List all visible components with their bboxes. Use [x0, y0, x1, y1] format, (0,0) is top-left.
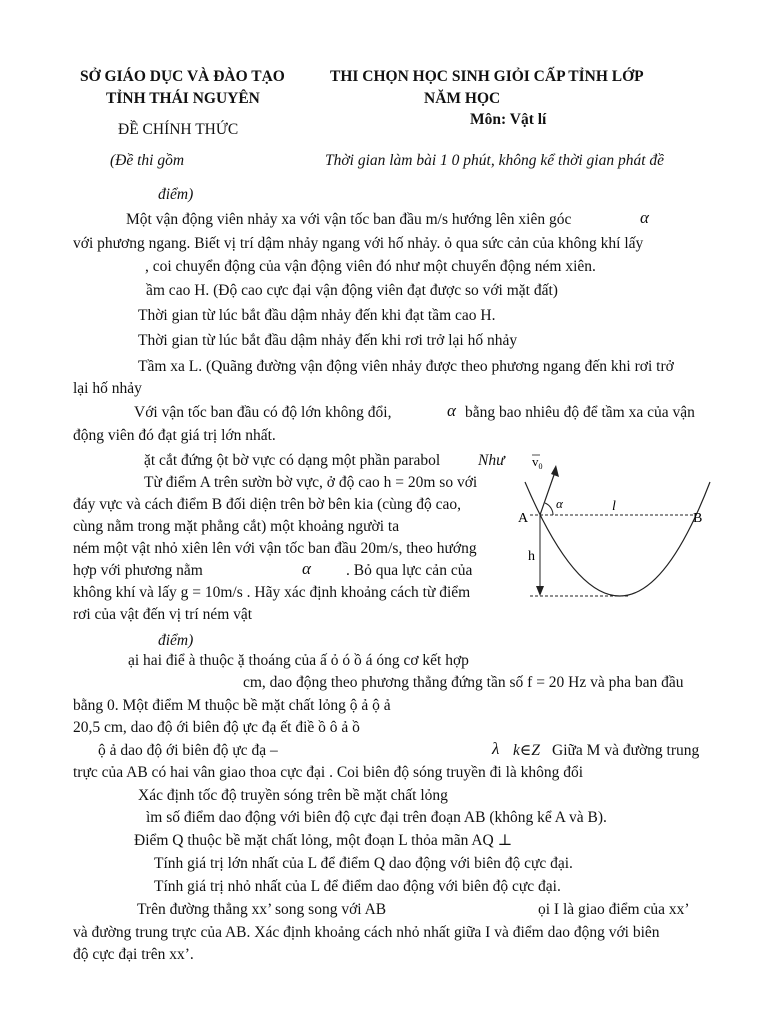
lambda-symbol: λ — [492, 739, 500, 758]
q2-line2: Từ điểm A trên sườn bờ vực, ở độ cao h = 20m so với — [144, 474, 478, 491]
q3-line1: ại hai điể à thuộc ặ thoáng của ấ ỏ ó ồ á óng cơ kết hợp — [128, 652, 469, 669]
alpha-symbol: α — [302, 559, 311, 578]
q2-line6b: . Bỏ qua lực cản của — [346, 562, 473, 579]
q3-item-a: Xác định tốc độ truyền sóng trên bề mặt chất lỏng — [138, 787, 448, 804]
q3-item-d-line3: độ cực đại trên xx’. — [73, 946, 194, 963]
q3-item-c1: Tính giá trị lớn nhất của L để điểm Q dao động với biên độ cực đại. — [154, 855, 573, 872]
q1-line3: , coi chuyển động của vận động viên đó như một chuyển động ném xiên. — [145, 258, 596, 275]
q1-item-d-line1: Tầm xa L. (Quãng đường vận động viên nhảy được theo phương ngang đến khi rơi trở — [138, 358, 674, 375]
q3-item-d-line1b: ọi I là giao điểm của xx’ — [538, 901, 690, 918]
alpha-label: α — [556, 496, 563, 511]
v0-label: $v_0$ — [532, 454, 543, 471]
q1-item-b: Thời gian từ lúc bắt đầu dậm nhảy đến khi đạt tầm cao H. — [138, 307, 496, 324]
dept-name: SỞ GIÁO DỤC VÀ ĐÀO TẠO — [80, 68, 285, 85]
k-in-z-symbol: k∈Z — [513, 742, 540, 759]
time-note: Thời gian làm bài 1 0 phút, không kể thời gian phát đề — [325, 152, 665, 169]
angle-arc — [545, 503, 553, 515]
q2-line4: cùng nằm trong mặt phẳng cắt) một khoảng người ta — [73, 518, 400, 535]
q3-item-b: ìm số điểm dao động với biên độ cực đại trên đoạn AB (không kể A và B). — [146, 809, 607, 826]
q2-line6a: hợp với phương nằm — [73, 562, 203, 579]
q1-line1: Một vận động viên nhảy xa với vận tốc ban đầu m/s hướng lên xiên góc — [126, 211, 572, 228]
point-b-label: B — [693, 511, 703, 526]
q2-line3: đáy vực và cách điểm B đối diện trên bờ bên kia (cùng độ cao, — [73, 496, 462, 513]
point-a-label: A — [518, 511, 529, 526]
q3-line6: trực của AB có hai vân giao thoa cực đại . Coi biên độ sóng truyền đi là không đổi — [73, 764, 584, 781]
q2-line8: rơi của vật đến vị trí ném vật — [73, 606, 253, 623]
q3-line5b: Giữa M và đường trung — [552, 742, 700, 759]
velocity-vector — [540, 472, 555, 515]
q2-line5: ném một vật nhỏ xiên lên với vận tốc ban đầu 20m/s, theo hướng — [73, 540, 477, 557]
exam-title: THI CHỌN HỌC SINH GIỎI CẤP TỈNH LỚP — [330, 68, 644, 85]
l-label: l — [612, 499, 616, 514]
q1-line2: với phương ngang. Biết vị trí dậm nhảy ngang với hố nhảy. ỏ qua sức cản của không khí lấy — [73, 235, 644, 252]
q1-item-a: ầm cao H. (Độ cao cực đại vận động viên đạt được so với mặt đất) — [146, 282, 558, 299]
q3-item-c2: Tính giá trị nhỏ nhất của L để điểm dao động với biên độ cực đại. — [154, 878, 561, 895]
cliff-parabola — [525, 482, 710, 596]
school-year: NĂM HỌC — [424, 90, 501, 107]
q1-points: điểm) — [158, 186, 194, 203]
q3-line2: cm, dao động theo phương thẳng đứng tần số f = 20 Hz và pha ban đầu — [243, 674, 684, 691]
q3-line3: bằng 0. Một điểm M thuộc bề mặt chất lỏng ộ ả ộ ả — [73, 697, 391, 714]
q2-line1b: Như — [478, 452, 505, 469]
height-arrow-icon — [536, 586, 544, 596]
q3-item-d-line1a: Trên đường thẳng xx’ song song với AB — [137, 901, 387, 918]
province-name: TỈNH THÁI NGUYÊN — [106, 90, 260, 107]
q1-part2-line1b: bằng bao nhiêu độ để tầm xa của vận — [465, 404, 695, 421]
q3-line5a: ộ ả dao độ ới biên độ ực đạ – — [98, 742, 278, 759]
q1-part2-line1a: Với vận tốc ban đầu có độ lớn không đổi, — [134, 404, 392, 421]
q3-item-c: Điểm Q thuộc bề mặt chất lỏng, một đoạn L thỏa mãn AQ ⊥ — [134, 832, 513, 849]
q1-item-c: Thời gian từ lúc bắt đầu dậm nhảy đến khi rơi trở lại hố nhảy — [138, 332, 518, 349]
q1-item-d-line2: lại hố nhảy — [73, 380, 142, 397]
alpha-symbol: α — [640, 208, 649, 227]
alpha-symbol: α — [447, 401, 456, 420]
q3-item-d-line2: và đường trung trực của AB. Xác định khoảng cách nhỏ nhất giữa I và điểm dao động với biên — [73, 924, 660, 941]
q2-line1a: ặt cắt đứng ột bờ vực có dạng một phần parabol — [144, 452, 441, 469]
q3-line4: 20,5 cm, dao độ ới biên độ ực đạ ết điề ồ ô ả ồ — [73, 719, 360, 736]
h-label: h — [528, 549, 535, 564]
q2-points: điểm) — [158, 632, 194, 649]
q2-line7: không khí và lấy g = 10m/s . Hãy xác định khoảng cách từ điểm — [73, 584, 471, 601]
parabola-diagram — [510, 452, 715, 602]
velocity-arrow-icon — [551, 465, 559, 477]
page-count-note: (Đề thi gồm — [110, 152, 185, 169]
q1-part2-line2: động viên đó đạt giá trị lớn nhất. — [73, 427, 276, 444]
official-label: ĐỀ CHÍNH THỨC — [118, 121, 239, 138]
subject-label: Môn: Vật lí — [470, 111, 547, 128]
